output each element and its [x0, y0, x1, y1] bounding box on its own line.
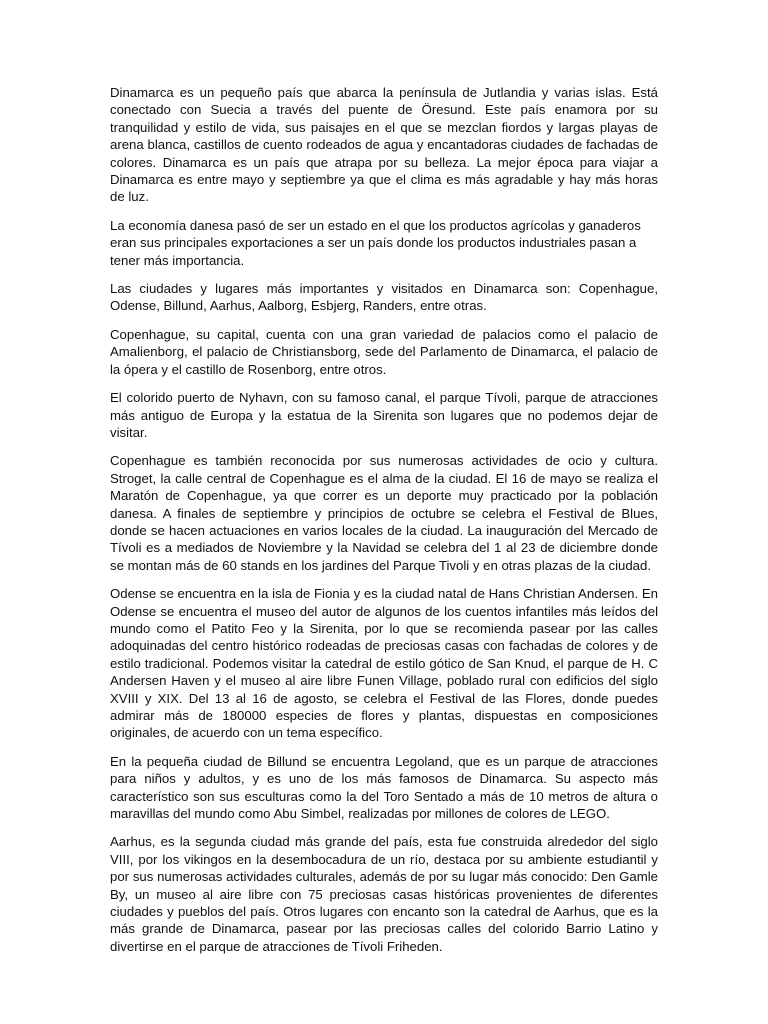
- paragraph-economy: La economía danesa pasó de ser un estado en el que los productos agrícolas y ganaderos eran sus principales exportaciones a ser un país donde los productos industriales pasan a tener más importancia.: [110, 217, 641, 268]
- document-page: [110, 84, 658, 966]
- paragraph-nyhavn: El colorido puerto de Nyhavn, con su famoso canal, el parque Tívoli, parque de atracciones más antiguo de Europa y la estatua de la Sirenita son lugares que no podemos dejar de visitar.: [110, 390, 658, 440]
- paragraph-copenhagen-palaces: Copenhague, su capital, cuenta con una gran variedad de palacios como el palacio de Amalienborg, el palacio de Christiansborg, sede del Parlamento de Dinamarca, el palacio de la ópera y el castillo de Rosenborg, entre otros.: [110, 326, 658, 377]
- paragraph-billund: En la pequeña ciudad de Billund se encuentra Legoland, que es un parque de atracciones para niños y adultos, y es uno de los más famosos de Dinamarca. Su aspecto más característico son sus esculturas como la del Toro Sentado a más de 10 metros de altura o maravillas del mundo como Abu Simbel, realizadas por millones de colores de LEGO.: [110, 753, 658, 822]
- paragraph-aarhus: Aarhus, es la segunda ciudad más grande del país, esta fue construida alrededor del siglo VIII, por los vikingos en la desembocadura de un río, destaca por su ambiente estudiantil y por sus numerosas actividades culturales, además de por su lugar más conocido: Den Gamle By, un museo al aire libre con 75 preciosas casas históricas provenientes de diferentes ciudades y pueblos del país. Otros lugares con encanto son la catedral de Aarhus, que es la más grande de Dinamarca, pasear por las preciosas calles del colorido Barrio Latino y divertirse en el parque de atracciones de Tívoli Friheden.: [110, 834, 658, 954]
- paragraph-cities: Las ciudades y lugares más importantes y visitados en Dinamarca son: Copenhague, Odense, Billund, Aarhus, Aalborg, Esbjerg, Randers, entre otras.: [110, 281, 658, 314]
- paragraph-copenhagen-culture: Copenhague es también reconocida por sus numerosas actividades de ocio y cultura. Stroget, la calle central de Copenhague es el alma de la ciudad. El 16 de mayo se realiza el Maratón de Copenhague, ya que correr es un deporte muy practicado por la población danesa. A finales de septiembre y principios de octubre se celebra el Festival de Blues, donde se hacen actuaciones en varios locales de la ciudad. La inauguración del Mercado de Tívoli es a mediados de Noviembre y la Navidad se celebra del 1 al 23 de diciembre donde se montan más de 60 stands en los jardines del Parque Tivoli y en otras plazas de la ciudad.: [110, 453, 658, 573]
- paragraph-odense: Odense se encuentra en la isla de Fionia y es la ciudad natal de Hans Christian Andersen. En Odense se encuentra el museo del autor de algunos de los cuentos infantiles más leídos del mundo como el Patito Feo y la Sirenita, por lo que se recomienda pasear por las calles adoquinadas del centro histórico rodeadas de preciosas casas con fachadas de colores y de estilo tradicional. Podemos visitar la catedral de estilo gótico de San Knud, el parque de H. C Andersen Haven y el museo al aire libre Funen Village, poblado rural con edificios del siglo XVIII y XIX. Del 13 al 16 de agosto, se celebra el Festival de las Flores, donde puedes admirar más de 180000 especies de flores y plantas, dispuestas en composiciones originales, de acuerdo con un tema específico.: [110, 586, 658, 741]
- paragraph-intro: Dinamarca es un pequeño país que abarca la península de Jutlandia y varias islas. Está conectado con Suecia a través del puente de Öresund. Este país enamora por su tranquilidad y estilo de vida, sus paisajes en el que se mezclan fiordos y largas playas de arena blanca, castillos de cuento rodeados de agua y encantadoras ciudades de fachadas de colores. Dinamarca es un país que atrapa por su belleza. La mejor época para viajar a Dinamarca es entre mayo y septiembre ya que el clima es más agradable y hay más horas de luz.: [110, 85, 658, 205]
